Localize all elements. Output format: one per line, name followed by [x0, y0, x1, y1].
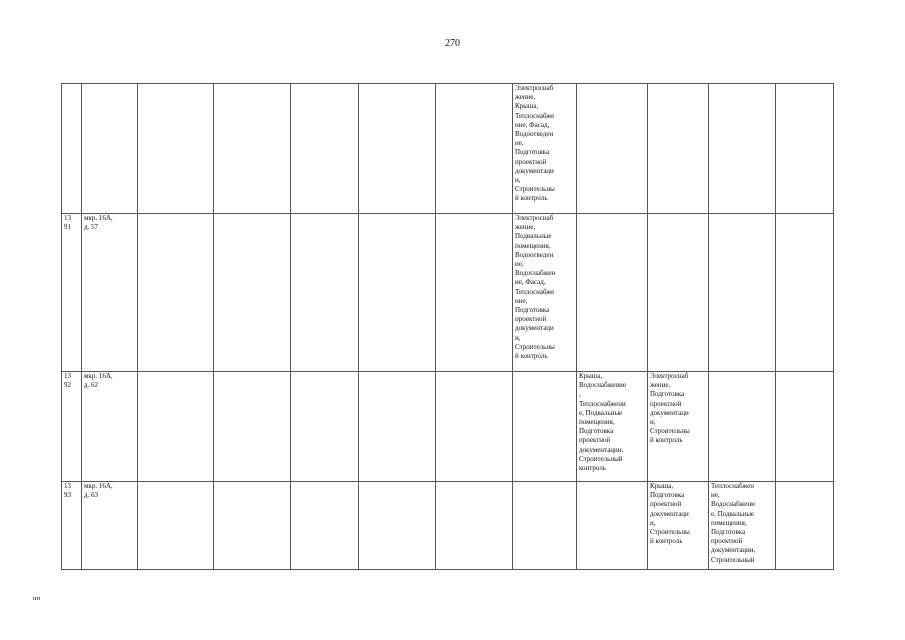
- works-cell: [709, 372, 776, 482]
- empty-cell: [776, 214, 834, 372]
- address-cell: [82, 84, 138, 214]
- table-row: [62, 214, 834, 372]
- empty-cell: [436, 214, 513, 372]
- empty-cell: [291, 84, 359, 214]
- works-cell: Крыша, Водоснабжение , Теплоснабжени е, Подвальные помещения, Подготовка проектной документации, Строительный контроль: [577, 372, 648, 482]
- works-cell: Электроснаб жение, Подвальные помещения, Водоотведен ие, Водоснабжен ие, Фасад, Теплоснабже ние, Подготовка проектной документаци и, Строительны й контроль: [513, 214, 577, 372]
- empty-cell: [436, 372, 513, 482]
- empty-cell: [214, 372, 291, 482]
- works-table: [61, 83, 834, 570]
- row-number-cell: 13 91: [62, 214, 82, 372]
- empty-cell: [776, 84, 834, 214]
- empty-cell: [138, 372, 214, 482]
- works-cell: Электроснаб жение, Крыша, Теплоснабже ние, Фасад, Водоотведен ие, Подготовка проектной документаци и, Строительны й контроль: [513, 84, 577, 214]
- empty-cell: [291, 372, 359, 482]
- table-row: [62, 372, 834, 482]
- empty-cell: [138, 84, 214, 214]
- empty-cell: [436, 84, 513, 214]
- empty-cell: [359, 372, 436, 482]
- works-cell: [577, 214, 648, 372]
- works-cell: [577, 84, 648, 214]
- empty-cell: [138, 482, 214, 570]
- empty-cell: [291, 482, 359, 570]
- empty-cell: [214, 84, 291, 214]
- works-cell: [648, 214, 709, 372]
- empty-cell: [776, 482, 834, 570]
- works-cell: Крыша, Подготовка проектной документаци и, Строительны й контроль: [648, 482, 709, 570]
- row-number-cell: 13 93: [62, 482, 82, 570]
- works-cell: Электроснаб жение, Подготовка проектной документаци и, Строительны й контроль: [648, 372, 709, 482]
- address-cell: мкр. 16А, д. 62: [82, 372, 138, 482]
- empty-cell: [291, 214, 359, 372]
- row-number-cell: 13 92: [62, 372, 82, 482]
- works-cell: [577, 482, 648, 570]
- works-cell: [513, 482, 577, 570]
- works-cell: [709, 214, 776, 372]
- works-cell: [648, 84, 709, 214]
- empty-cell: [359, 214, 436, 372]
- works-cell: [709, 84, 776, 214]
- empty-cell: [138, 214, 214, 372]
- works-cell: Теплоснабжен ие, Водоснабжени е, Подвальные помещения, Подготовка проектной документации, Строительный: [709, 482, 776, 570]
- empty-cell: [359, 84, 436, 214]
- page-number: 270: [445, 38, 460, 49]
- empty-cell: [776, 372, 834, 482]
- empty-cell: [359, 482, 436, 570]
- row-number-cell: [62, 84, 82, 214]
- table-row: [62, 84, 834, 214]
- empty-cell: [436, 482, 513, 570]
- empty-cell: [214, 482, 291, 570]
- address-cell: мкр. 16А, д. 63: [82, 482, 138, 570]
- table-row: [62, 482, 834, 570]
- works-cell: [513, 372, 577, 482]
- footer-mark: нп: [33, 595, 40, 602]
- address-cell: мкр. 16А, д. 57: [82, 214, 138, 372]
- empty-cell: [214, 214, 291, 372]
